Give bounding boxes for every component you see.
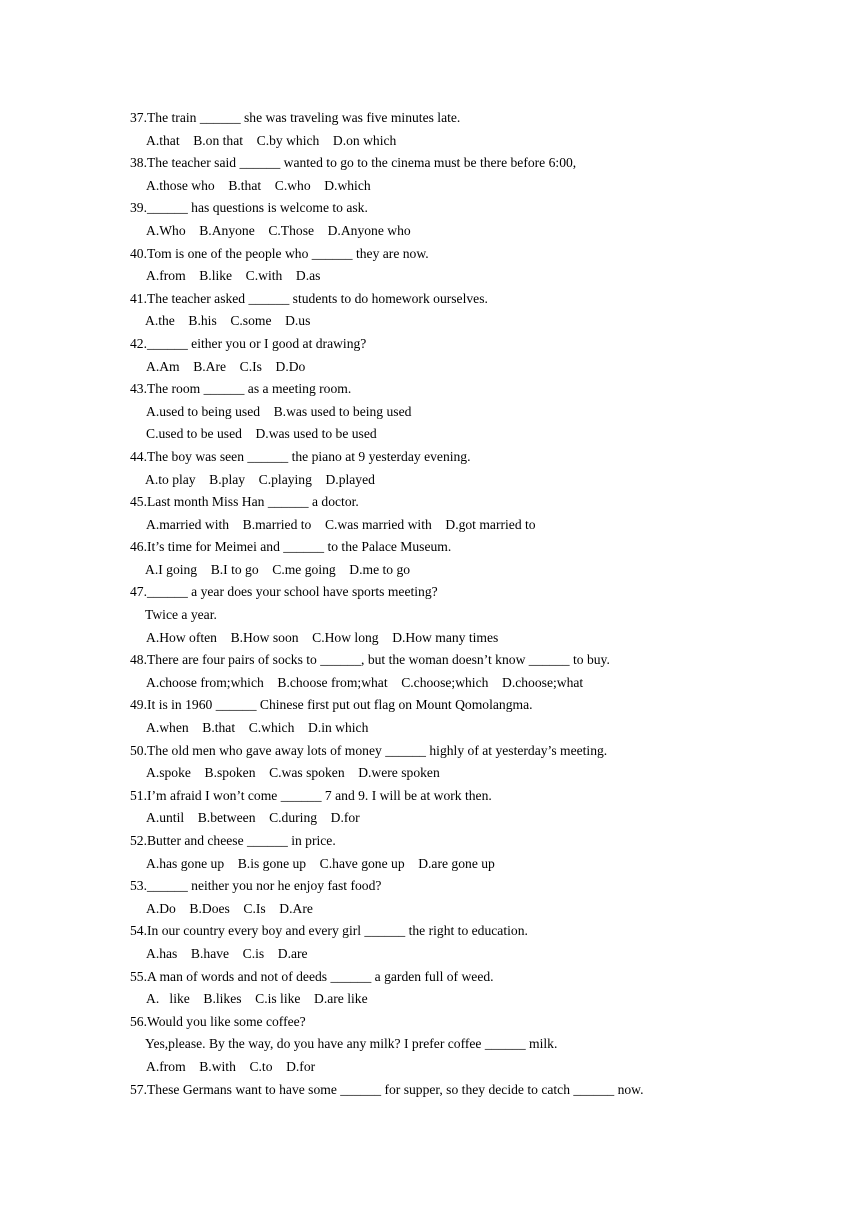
question-38: 38.The teacher said ______ wanted to go to the cinema must be there before 6:00, xyxy=(130,155,577,171)
question-54: 54.In our country every boy and every girl ______ the right to education. xyxy=(130,923,528,939)
options-54: A.has B.have C.is D.are xyxy=(146,945,308,961)
question-56: 56.Would you like some coffee? xyxy=(130,1013,306,1029)
question-39: 39.______ has questions is welcome to ask. xyxy=(130,200,368,216)
question-37: 37.The train ______ she was traveling was five minutes late. xyxy=(130,110,461,125)
question-52: 52.Butter and cheese ______ in price. xyxy=(130,833,336,848)
question-47: 47.______ a year does your school have sports meeting? xyxy=(130,584,438,600)
question-53: 53.______ neither you nor he enjoy fast food? xyxy=(130,878,382,894)
options-53: A.Do B.Does C.Is D.Are xyxy=(146,900,313,916)
options-50: A.spoke B.spoken C.was spoken D.were spoken xyxy=(146,765,440,781)
options-38: A.those who B.that C.who D.which xyxy=(146,177,371,193)
options-40: A.from B.like C.with D.as xyxy=(146,268,321,284)
response-47: Twice a year. xyxy=(145,607,217,623)
options-41: A.the B.his C.some D.us xyxy=(145,313,311,329)
question-51: 51.I’m afraid I won’t come ______ 7 and 9. I will be at work then. xyxy=(130,787,492,803)
options-48: A.choose from;which B.choose from;what C.choose;which D.choose;what xyxy=(146,674,584,690)
question-40: 40.Tom is one of the people who ______ they are now. xyxy=(130,245,429,261)
options-51: A.until B.between C.during D.for xyxy=(146,810,360,826)
options-44: A.to play B.play C.playing D.played xyxy=(145,471,375,487)
question-49: 49.It is in 1960 ______ Chinese first put out flag on Mount Qomolangma. xyxy=(130,697,533,713)
options-49: A.when B.that C.which D.in which xyxy=(146,720,369,736)
question-48: 48.There are four pairs of socks to ______, but the woman doesn’t know ______ to buy. xyxy=(130,652,610,668)
options-55: A. like B.likes C.is like D.are like xyxy=(146,991,368,1007)
options-43-row1: A.used to being used B.was used to being used xyxy=(146,403,412,419)
options-46: A.I going B.I to go C.me going D.me to go xyxy=(145,561,411,577)
response-56: Yes,please. By the way, do you have any milk? I prefer coffee ______ milk. xyxy=(145,1036,558,1052)
options-45: A.married with B.married to C.was married with D.got married to xyxy=(146,516,536,532)
options-39: A.Who B.Anyone C.Those D.Anyone who xyxy=(146,222,411,238)
question-55: 55.A man of words and not of deeds ______ a garden full of weed. xyxy=(130,968,494,984)
options-52: A.has gone up B.is gone up C.have gone up D.are gone up xyxy=(146,855,495,871)
question-50: 50.The old men who gave away lots of money ______ highly of at yesterday’s meeting. xyxy=(130,742,608,758)
options-43-row2: C.used to be used D.was used to be used xyxy=(146,426,377,442)
question-44: 44.The boy was seen ______ the piano at 9 yesterday evening. xyxy=(130,448,471,464)
question-41: 41.The teacher asked ______ students to do homework ourselves. xyxy=(130,290,488,306)
question-45: 45.Last month Miss Han ______ a doctor. xyxy=(130,494,359,510)
options-56: A.from B.with C.to D.for xyxy=(146,1058,316,1074)
question-42: 42.______ either you or I good at drawing? xyxy=(130,335,367,351)
question-43: 43.The room ______ as a meeting room. xyxy=(130,381,352,397)
question-46: 46.It’s time for Meimei and ______ to the Palace Museum. xyxy=(130,539,452,555)
options-47: A.How often B.How soon C.How long D.How many times xyxy=(146,629,499,645)
options-37: A.that B.on that C.by which D.on which xyxy=(146,132,397,148)
options-42: A.Am B.Are C.Is D.Do xyxy=(146,358,306,374)
question-57: 57.These Germans want to have some ______ for supper, so they decide to catch ______ now. xyxy=(130,1081,644,1097)
question-sheet xyxy=(130,107,790,1101)
